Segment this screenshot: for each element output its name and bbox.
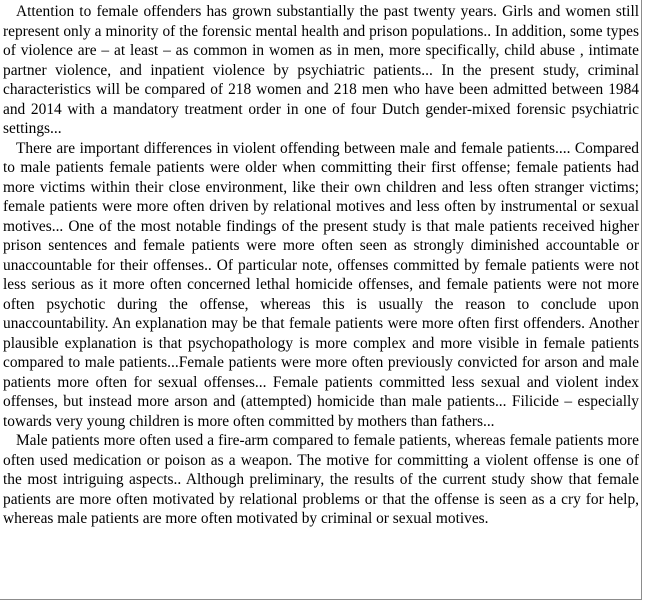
document-text (3, 2, 639, 529)
paragraph-3: Male patients more often used a fire-arm compared to female patients, whereas female patients more often used medication or poison as a weapon. The motive for committing a violent offense is one of the most intriguing aspects.. Although preliminary, the results of the current study show that female patients are more often motivated by relational problems or that the offense is seen as a cry for help, whereas male patients are more often motivated by criminal or sexual motives. (3, 432, 639, 527)
paragraph-2: There are important differences in violent offending between male and female patients.... Compared to male patients female patients were older when committing their first offense; female patients had more victims within their close environment, like their own children and less often stranger victims; female patients were more often driven by relational motives and less often by instrumental or sexual motives... One of the most notable findings of the present study is that male patients received higher prison sentences and female patients were more often seen as strongly diminished accountable or unaccountable for their offenses.. Of particular note, offenses committed by female patients were not less serious as it more often concerned lethal homicide offenses, and female patients were not more often psychotic during the offense, whereas this is usually the reason to conclude upon unaccountability. An explanation may be that female patients were more often first offenders. Another plausible explanation is that psychopathology is more complex and more visible in female patients compared to male patients...Female patients were more often previously convicted for arson and male patients more often for sexual offenses... Female patients committed less sexual and violent index offenses, but instead more arson and (attempted) homicide than male patients... Filicide – especially towards very young children is more often committed by mothers than fathers... (3, 139, 639, 430)
paragraph-1: Attention to female offenders has grown substantially the past twenty years. Girls and women still represent only a minority of the forensic mental health and prison populations.. In addition, some types of violence are – at least – as common in women as in men, more specifically, child abuse , intimate partner violence, and inpatient violence by psychiatric patients... In the present study, criminal characteristics will be compared of 218 women and 218 men who have been admitted between 1984 and 2014 with a mandatory treatment order in one of four Dutch gender-mixed forensic psychiatric settings... (3, 3, 639, 137)
